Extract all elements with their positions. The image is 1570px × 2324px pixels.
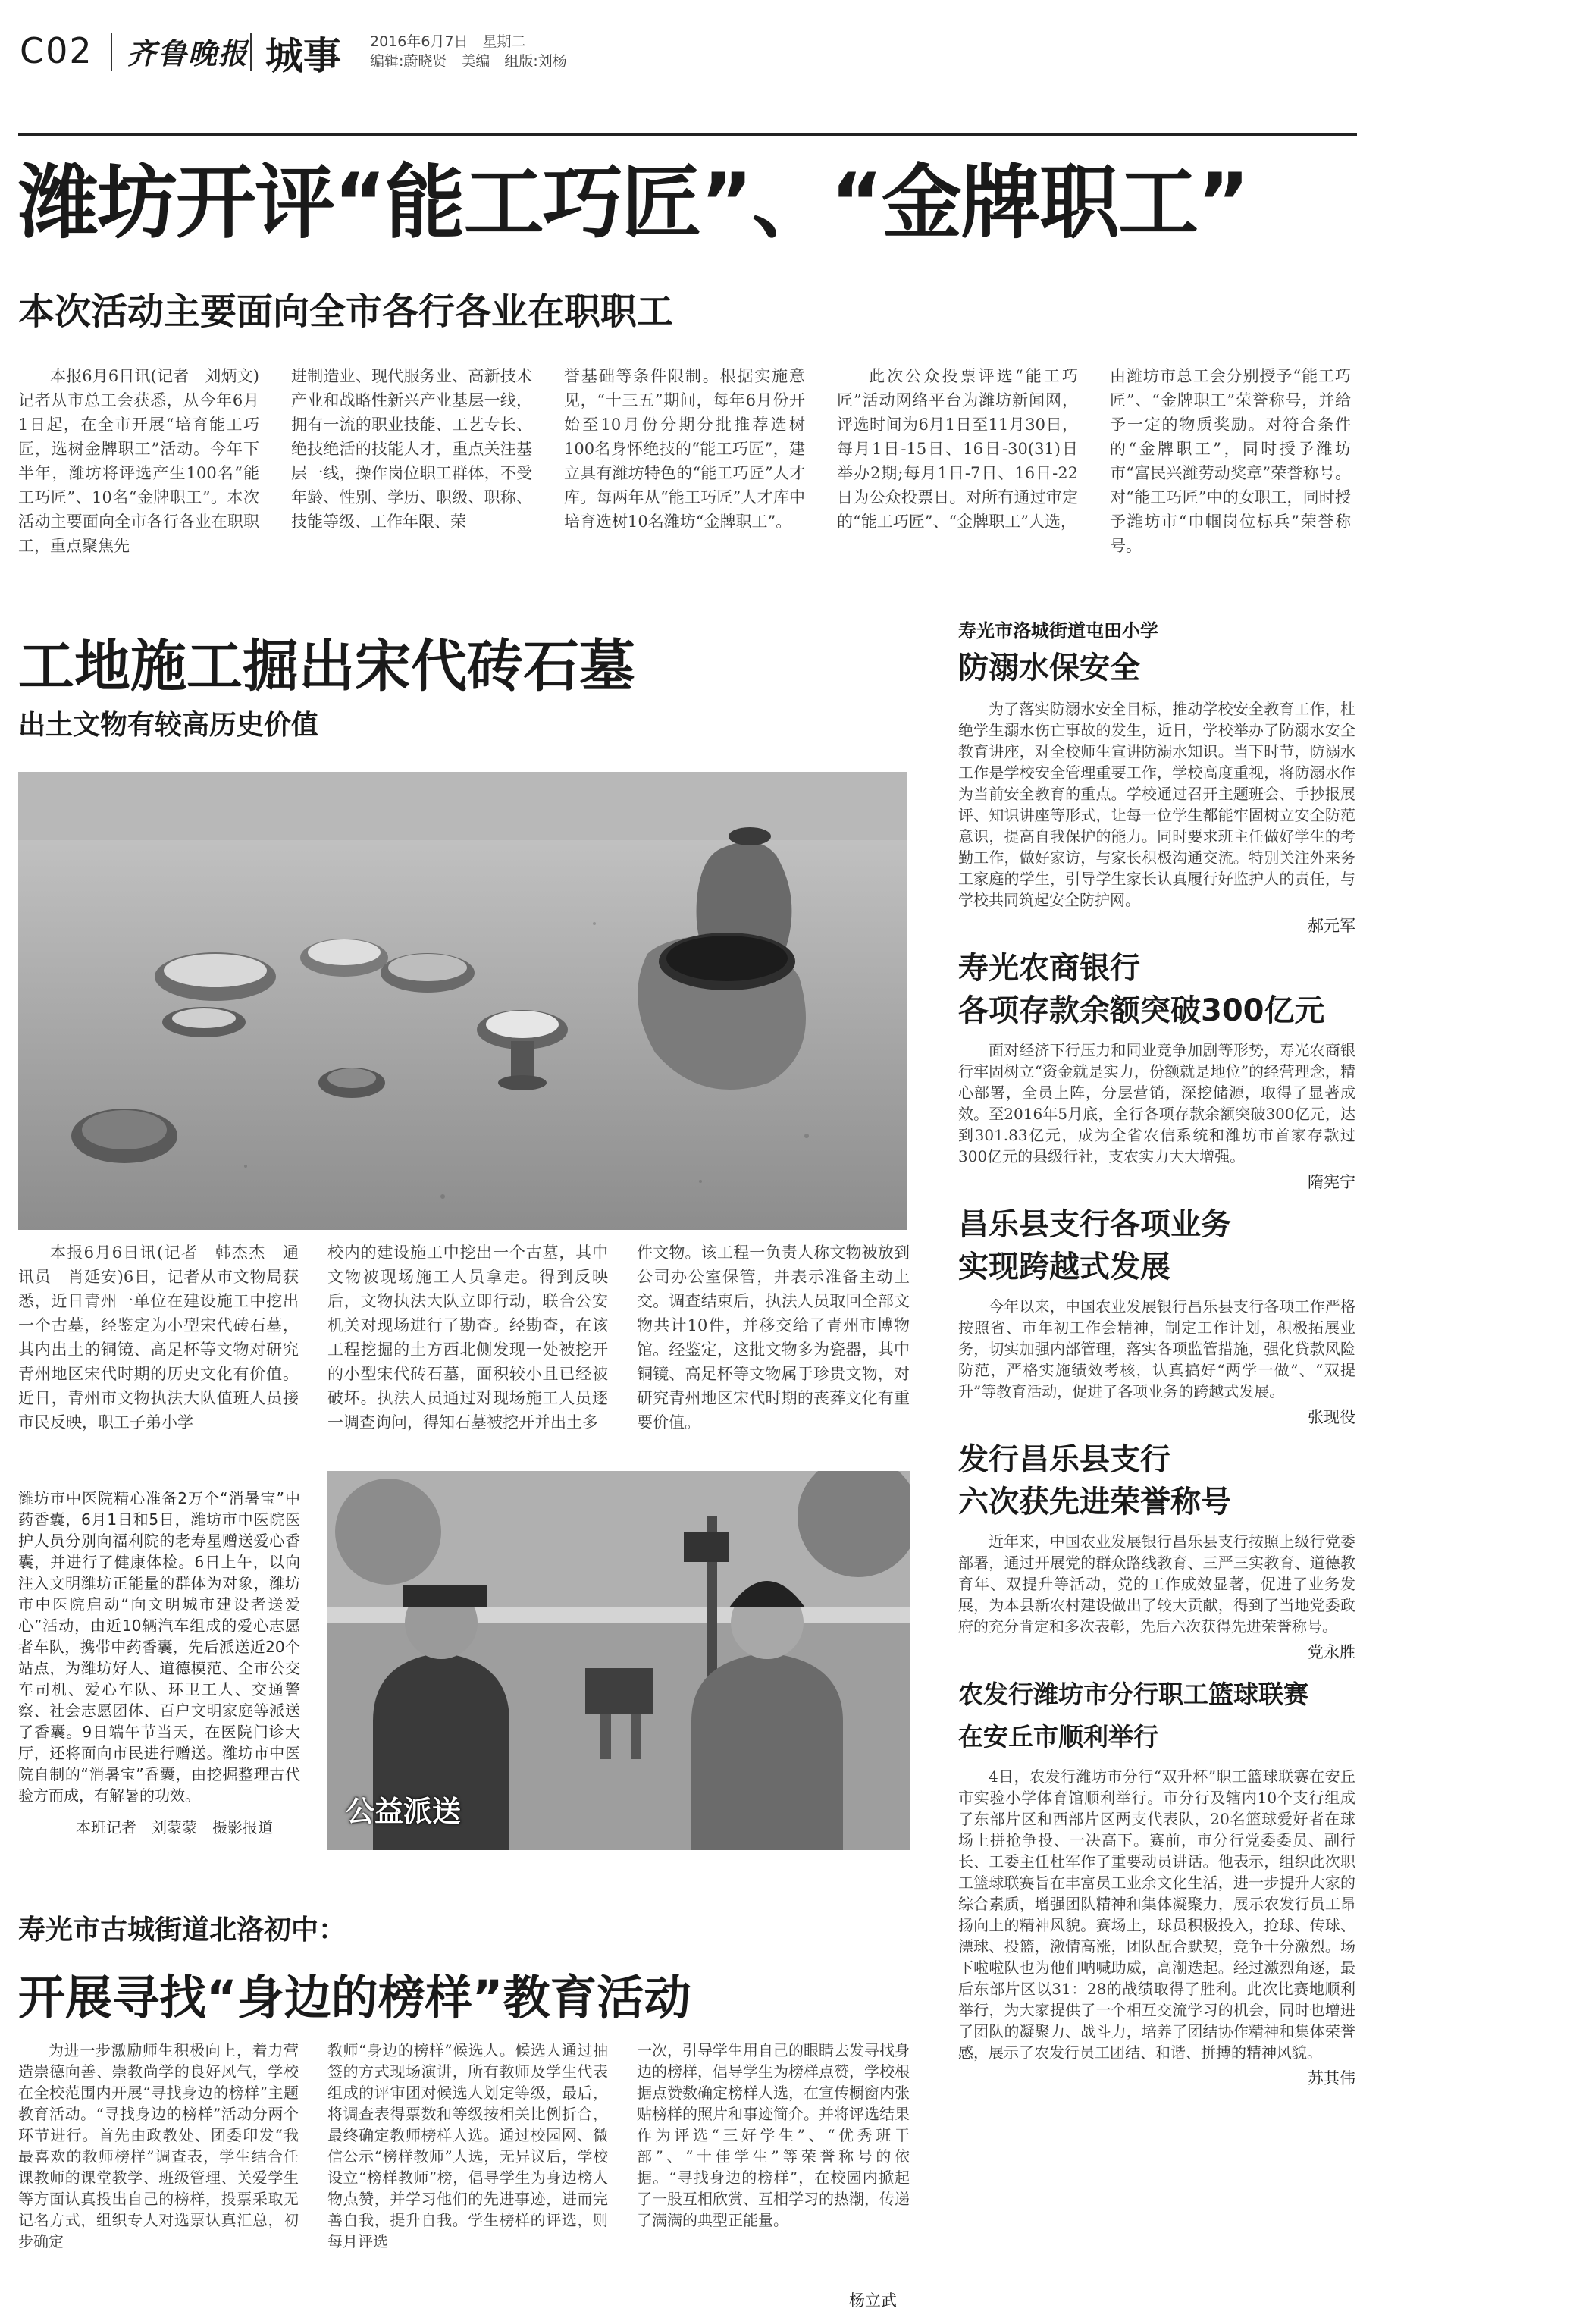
header-rule — [18, 133, 1357, 136]
brief-title: 昌乐县支行各项业务 — [958, 1207, 1231, 1242]
model-headline: 开展寻找“身边的榜样”教育活动 — [18, 1970, 691, 2025]
brief-signature: 张现役 — [1308, 1408, 1355, 1426]
brief-title: 六次获先进荣誉称号 — [958, 1485, 1231, 1520]
brief-body: 4日，农发行潍坊市分行“双升杯”职工篮球联赛在安丘市实验小学体育馆顺利举行。市分行及辖内10个支行组成了东部片区和西部片区两支代表队，20名篮球爱好者在球场上拼抢争投、一决高下。赛前，市分行党委委员、副行长、工委主任杜军作了重要动员讲话。他表示，组织此次职工篮球联赛旨在丰富员工业余文化生活，进一步提升大家的综合素质，增强团队精神和集体凝聚力，展示农发行员工昂扬向上的精神风貌。赛场上，球员积极投入，抢球、传球、漂球、投篮，激情高涨，团队配合默契，竞争十分激烈。场下啦啦队也为他们呐喊助威，高潮迭起。经过激烈角逐，最后东部片区以31：28的战绩取得了胜利。此次比赛地顺利举行，为大家提供了一个相互交流学习的机会，同时也增进了团队的凝聚力、战斗力，培养了团结协作精神和集体荣誉感，展示了农发行员工团结、和谐、拼搏的精神风貌。 — [958, 1767, 1355, 2062]
tomb-column: 本报6月6日讯(记者 韩杰杰 通讯员 肖延安)6日，记者从市文物局获悉，近日青州一单位在建设施工中挖出一个古墓，经鉴定为小型宋代砖石墓，其内出土的铜镜、高足杯等文物对研究青州地区宋代时期的历史文化有价值。近日，青州市文物执法大队值班人员接市民反映，职工子弟小学 — [18, 1244, 299, 1432]
brief-signature: 郝元军 — [1308, 917, 1355, 935]
model-column: 为进一步激励师生积极向上，着力营造崇德向善、崇教尚学的良好风气，学校在全校范围内开展“寻找身边的榜样”主题教育活动。“寻找身边的榜样”活动分两个环节进行。首先由政教处、团委印发“我最喜欢的教师榜样”调查表，学生结合任课教师的课堂教学、班级管理、关爱学生等方面认真投出自己的榜样，投票采取无记名方式，组织专人对选票认真汇总，初步确定 — [18, 2041, 299, 2250]
lead-column: 誉基础等条件限制。根据实施意见，“十三五”期间，每年6月份开始至10月份分期分批推荐选树100名身怀绝技的“能工巧匠”，建立具有潍坊特色的“能工巧匠”人才库。每两年从“能工巧匠”人才库中培育选树10名潍坊“金牌职工”。 — [564, 367, 805, 531]
brief-body: 为了落实防溺水安全目标，推动学校安全教育工作，杜绝学生溺水伤亡事故的发生，近日，学校举办了防溺水安全教育讲座，对全校师生宣讲防溺水知识。当下时节，防溺水工作是学校安全管理重要工作，学校高度重视，将防溺水作为当前安全教育的重点。学校通过召开主题班会、手抄报展评、知识讲座等形式，让每一位学生都能牢固树立安全防范意识，提高自我保护的能力。同时要求班主任做好学生的考勤工作，做好家访，与家长积极沟通交流。特别关注外来务工家庭的学生，引导学生家长认真履行好监护人的责任，与学校共同筑起安全防护网。 — [958, 700, 1355, 909]
model-signature: 杨立武 — [849, 2291, 897, 2310]
brief-title: 发行昌乐县支行 — [958, 1442, 1170, 1477]
charity-photo-caption: 公益派送 — [346, 1795, 462, 1828]
right-column — [958, 616, 1355, 2089]
charity-byline: 本班记者 刘蒙蒙 摄影报道 — [76, 1818, 273, 1836]
header-divider — [111, 33, 112, 71]
brief-title: 各项存款余额突破300亿元 — [958, 993, 1325, 1028]
brief-body: 今年以来，中国农业发展银行昌乐县支行各项工作严格按照省、市年初工作会精神，制定工作计划，积极拓展业务，切实加强内部管理，落实各项监管措施，强化贷款风险防范，严格实施绩效考核，认真搞好“两学一做”、“双提升”等教育活动，促进了各项业务的跨越式发展。 — [958, 1297, 1355, 1400]
brief-title: 防溺水保安全 — [958, 651, 1140, 685]
lead-column: 由潍坊市总工会分别授予“能工巧匠”、“金牌职工”荣誉称号，并给予一定的物质奖励。对符合条件的“金牌职工”，同时授予潍坊市“富民兴潍劳动奖章”荣誉称号。对“能工巧匠”中的女职工，同时授予潍坊市“巾帼岗位标兵”荣誉称号。 — [1110, 367, 1351, 555]
brief-body: 近年来，中国农业发展银行昌乐县支行按照上级行党委部署，通过开展党的群众路线教育、三严三实教育、道德教育年、双提升等活动，党的工作成效显著，促进了业务发展，为本县新农村建设做出了较大贡献，得到了当地党委政府的充分肯定和多次表彰，先后六次获得先进荣誉称号。 — [958, 1532, 1355, 1636]
newspaper-logo: 齐鲁晚报 — [127, 36, 249, 71]
brief-kicker: 寿光市洛城街道屯田小学 — [958, 620, 1158, 641]
tomb-subheadline: 出土文物有较高历史价值 — [18, 710, 319, 741]
brief-title: 在安丘市顺利举行 — [958, 1722, 1158, 1752]
brief-signature: 苏其伟 — [1308, 2069, 1355, 2087]
artifacts-photo — [18, 772, 907, 1230]
charity-photo — [327, 1471, 910, 1850]
charity-text: 潍坊市中医院精心准备2万个“消暑宝”中药香囊，6月1日和5日，潍坊市中医院医护人员分别向福利院的老寿星赠送爱心香囊，并进行了健康体检。6日上午，以向注入文明潍坊正能量的群体为对象，潍坊市中医院启动“向文明城市建设者送爱心”活动，由近10辆汽车组成的爱心志愿者车队，携带中药香囊，先后派送近20个站点，为潍坊好人、道德模范、全市公交车司机、爱心车队、环卫工人、交通警察、社会志愿团体、百户文明家庭等派送了香囊。9日端午节当天，在医院门诊大厅，还将面向市民进行赠送。潍坊市中医院自制的“消暑宝”香囊，由挖掘整理古代验方而成，有解暑的功效。 — [18, 1489, 300, 1805]
brief-signature: 隋宪宁 — [1308, 1173, 1355, 1191]
artifacts-illustration — [18, 772, 907, 1230]
brief-body: 面对经济下行压力和同业竞争加剧等形势，寿光农商银行牢固树立“资金就是实力，份额就是地位”的经营理念，精心部署，全员上阵，分层营销，深挖储源，取得了显著成效。至2016年5月底，全行各项存款余额突破300亿元，达到301.83亿元，成为全省农信系统和潍坊市首家存款过300亿元的县级行社，支农实力大大增强。 — [958, 1041, 1355, 1165]
issue-date: 2016年6月7日 星期二 — [370, 33, 526, 50]
model-column: 一次，引导学生用自己的眼睛去发寻找身边的榜样，倡导学生为榜样点赞，学校根据点赞数确定榜样人选，在宣传橱窗内张贴榜样的照片和事迹简介。并将评选结果作为评选“三好学生”、“优秀班干部”、“十佳学生”等荣誉称号的依据。“寻找身边的榜样”，在校园内掀起了一股互相欣赏、互相学习的热潮，传递了满满的典型正能量。 — [637, 2041, 910, 2229]
brief-title: 农发行潍坊市分行职工篮球联赛 — [958, 1679, 1308, 1709]
brief-title: 实现跨越式发展 — [958, 1250, 1170, 1284]
page-code: C02 — [20, 30, 93, 71]
lead-column: 此次公众投票评选“能工巧匠”活动网络平台为潍坊新闻网，评选时间为6月1日至11月30日，每月1日-15日、16日-30(31)日举办2期;每月1日-7日、16日-22日为公众投票日。对所有通过审定的“能工巧匠”、“金牌职工”人选， — [837, 367, 1078, 531]
model-kicker: 寿光市古城街道北洛初中： — [18, 1915, 346, 1946]
lead-headline: 潍坊开评“能工巧匠”、“金牌职工” — [18, 156, 1249, 249]
header-divider — [250, 33, 252, 71]
section-title: 城事 — [265, 34, 341, 78]
brief-title: 寿光农商银行 — [958, 951, 1140, 986]
brief-signature: 党永胜 — [1308, 1643, 1355, 1661]
tomb-headline: 工地施工掘出宋代砖石墓 — [18, 634, 635, 699]
editor-credits: 编辑:蔚晓贤 美编 组版:刘杨 — [370, 53, 567, 70]
tomb-column: 件文物。该工程一负责人称文物被放到公司办公室保管，并表示准备主动上交。调查结束后，执法人员取回全部文物共计10件，并移交给了青州市博物馆。经鉴定，这批文物多为瓷器，其中铜镜、高足杯等文物属于珍贵文物，对研究青州地区宋代时期的丧葬文化有重要价值。 — [637, 1244, 910, 1432]
lead-column: 进制造业、现代服务业、高新技术产业和战略性新兴产业基层一线，拥有一流的职业技能、工艺专长、绝技绝活的技能人才，重点关注基层一线，操作岗位职工群体，不受年龄、性别、学历、职级、职称、技能等级、工作年限、荣 — [291, 367, 532, 531]
model-column: 教师“身边的榜样”候选人。候选人通过抽签的方式现场演讲，所有教师及学生代表组成的评审团对候选人划定等级，最后，将调查表得票数和等级按相关比例折合，最终确定教师榜样人选。通过校园网、微信公示“榜样教师”人选，无异议后，学校设立“榜样教师”榜，倡导学生为身边榜人物点赞，并学习他们的先进事迹，进而完善自我，提升自我。学生榜样的评选，则每月评选 — [327, 2041, 608, 2250]
lead-column: 本报6月6日讯(记者 刘炳文)记者从市总工会获悉，从今年6月1日起，在全市开展“培育能工巧匠，选树金牌职工”活动。今年下半年，潍坊将评选产生100名“能工巧匠”、10名“金牌职工”。本次活动主要面向全市各行各业在职职工，重点聚焦先 — [18, 367, 259, 555]
tomb-column: 校内的建设施工中挖出一个古墓，其中文物被现场施工人员拿走。得到反映后，文物执法大队立即行动，联合公安机关对现场进行了勘查。经勘查，在该工程挖掘的土方西北侧发现一处被挖开的小型宋代砖石墓，面积较小且已经被破坏。执法人员通过对现场施工人员逐一调查询问，得知石墓被挖开并出土多 — [327, 1244, 608, 1432]
lead-subheadline: 本次活动主要面向全市各行各业在职职工 — [18, 290, 674, 333]
